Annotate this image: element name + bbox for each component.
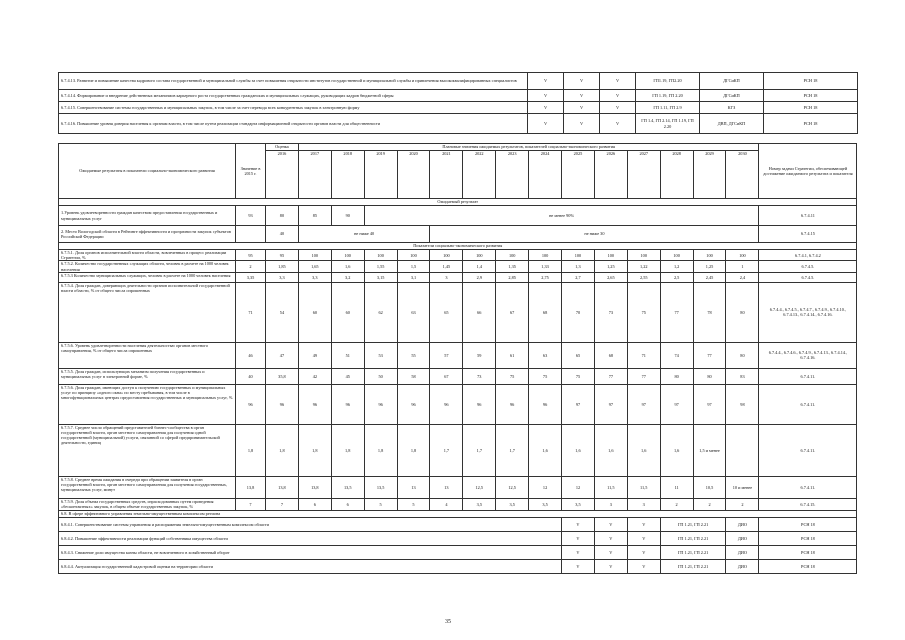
executor-cell: ДВП, ДГСиКП bbox=[700, 114, 764, 134]
value-cell: 1,35 bbox=[496, 261, 529, 272]
value-cell: 54 bbox=[266, 282, 299, 342]
value-cell: 3 bbox=[627, 498, 660, 510]
task-number: 6.7.4.15. bbox=[759, 498, 857, 510]
value-cell: 80 bbox=[660, 368, 693, 384]
task-number: 6.7.4.11. bbox=[759, 384, 857, 424]
expected-result-row bbox=[59, 206, 857, 226]
column-header-task-number: Номер задачи Стратегии, обеспечивающей достижение ожидаемого результата и показателя bbox=[759, 144, 857, 199]
value-cell: 78 bbox=[693, 282, 726, 342]
executor-cell: ДИО bbox=[726, 517, 759, 531]
indicator-row bbox=[59, 250, 857, 261]
base-value: 96 bbox=[236, 384, 266, 424]
value-cell: 77 bbox=[627, 368, 660, 384]
result-label: 1.Уровень удовлетворенности граждан качеством предоставления государственных и муниципальных услуг bbox=[59, 206, 236, 226]
document-cell: РСН 18 bbox=[764, 102, 858, 114]
base-value: 40 bbox=[236, 368, 266, 384]
check-mark: V bbox=[594, 531, 627, 545]
value-cell: 100 bbox=[298, 250, 331, 261]
value-cell: 49 bbox=[298, 342, 331, 368]
column-header-estimate: Оценка bbox=[266, 144, 299, 151]
value-cell: 67 bbox=[430, 368, 463, 384]
value-cell: 100 bbox=[693, 250, 726, 261]
document-cell: РСН 18 bbox=[759, 559, 857, 573]
check-mark: V bbox=[627, 517, 660, 531]
check-mark: V bbox=[627, 531, 660, 545]
value-cell: не ниже 30 bbox=[430, 226, 759, 243]
value-cell: 75 bbox=[529, 368, 562, 384]
result-label: 2. Место Вологодской области в Рейтинге эффективности и прозрачности закупок субъектов Российской Федерации bbox=[59, 226, 236, 243]
value-cell: 100 bbox=[496, 250, 529, 261]
check-mark: V bbox=[528, 90, 564, 102]
value-cell: 1,8 bbox=[266, 424, 299, 476]
value-cell: 80 bbox=[726, 342, 759, 368]
value-cell: 13,5 bbox=[364, 476, 397, 498]
value-cell: 3,5 bbox=[463, 498, 496, 510]
value-cell: 97 bbox=[562, 384, 595, 424]
value-cell: 2,7 bbox=[562, 272, 595, 282]
year-header: 2021 bbox=[430, 151, 463, 199]
column-header-2015: Значение в 2015 г. bbox=[236, 144, 266, 199]
check-mark: V bbox=[627, 559, 660, 573]
value-cell: 96 bbox=[529, 384, 562, 424]
value-cell: 96 bbox=[496, 384, 529, 424]
value-cell: 73 bbox=[463, 368, 496, 384]
indicator-row bbox=[59, 476, 857, 498]
task-number: 6.7.4.4., 6.7.4.5., 6.7.4.7., 6.7.4.9., 6.7.4.10., 6.7.4.13., 6.7.4.14., 6.7.4.16. bbox=[759, 282, 857, 342]
task-number: 6.7.4.11. bbox=[759, 424, 857, 476]
year-header: 2028 bbox=[660, 151, 693, 199]
value-cell: 61 bbox=[496, 342, 529, 368]
check-mark: V bbox=[562, 545, 595, 559]
programs-cell: ГП 1.4, ГП 2.14, ГП 1.19, ГП 2.20 bbox=[636, 114, 700, 134]
executor-cell: ДГСиКП bbox=[700, 73, 764, 90]
value-cell: 42 bbox=[298, 368, 331, 384]
value-cell: 2 bbox=[660, 498, 693, 510]
task-number: 6.7.4.11 bbox=[759, 206, 857, 226]
value-cell: 2,5 bbox=[660, 272, 693, 282]
value-cell: 75 bbox=[562, 368, 595, 384]
value-cell: 63 bbox=[397, 282, 430, 342]
value-cell: 45 bbox=[331, 368, 364, 384]
value-cell: 6 bbox=[298, 498, 331, 510]
year-header: 2029 bbox=[693, 151, 726, 199]
value-cell: 68 bbox=[594, 342, 627, 368]
value-cell: 3,2 bbox=[331, 272, 364, 282]
value-cell: 3,5 bbox=[529, 498, 562, 510]
value-cell: 60 bbox=[298, 282, 331, 342]
value-cell: 100 bbox=[627, 250, 660, 261]
programs-cell: ГП 1.21, ГП 2.21 bbox=[660, 531, 726, 545]
value-cell: 85 bbox=[298, 206, 331, 226]
measure-text: 6.7.4.15. Совершенствование системы государственных и муниципальных закупок, в том числе за счет перевода всех конкурентных закупок в электронную форму bbox=[59, 102, 528, 114]
check-mark: V bbox=[528, 102, 564, 114]
year-header: 2026 bbox=[594, 151, 627, 199]
base-value: 2 bbox=[236, 261, 266, 272]
executor-cell: ДИО bbox=[726, 545, 759, 559]
year-header: 2016 bbox=[266, 151, 299, 199]
indicator-label: 6.7.5.5. Доля граждан, использующих механизм получения государственных и муниципальных услуг в электронной форме, % bbox=[59, 368, 236, 384]
value-cell: 71 bbox=[627, 342, 660, 368]
value-cell: 3,15 bbox=[364, 272, 397, 282]
programs-cell: ГП 1.11, ГП 2.9 bbox=[636, 102, 700, 114]
value-cell: 51 bbox=[331, 342, 364, 368]
executor-cell: КГЗ bbox=[700, 102, 764, 114]
value-cell: 1,22 bbox=[627, 261, 660, 272]
value-cell: 68 bbox=[529, 282, 562, 342]
measure-text: 6.8.4.2. Повышение эффективности реализации функций собственника имущества области bbox=[59, 531, 562, 545]
value-cell: 5 bbox=[364, 498, 397, 510]
indicator-label: 6.7.5.6. Уровень удовлетворенности населения деятельностью органов местного самоуправления, % от общего числа опрошенных bbox=[59, 342, 236, 368]
value-cell: 100 bbox=[562, 250, 595, 261]
indicator-label: 6.7.5.1. Доля органов исполнительной власти области, вовлеченных в процесс реализации Стратегии, % bbox=[59, 250, 236, 261]
base-value: 71 bbox=[236, 282, 266, 342]
check-mark: V bbox=[528, 114, 564, 134]
value-cell: 13,8 bbox=[266, 476, 299, 498]
measure-text: 6.7.4.13. Развитие и повышение качества кадрового состава государственной и муниципальной службы за счет повышения открытости институтов государственной и муниципальной службы и привлечения высококвалифицированных специалистов bbox=[59, 73, 528, 90]
measure-row bbox=[59, 90, 858, 102]
check-mark: V bbox=[594, 517, 627, 531]
indicator-label: 6.7.5.6. Доля граждан, имеющих доступ к получению государственных и муниципальных услуг по принципу «одного окна» по месту пребывания, в том числе в многофункциональных центрах предоставления государственных и муниципальных услуг, % bbox=[59, 384, 236, 424]
value-cell: 1,8 bbox=[397, 424, 430, 476]
value-cell: 1,5 bbox=[397, 261, 430, 272]
value-cell: 1,45 bbox=[430, 261, 463, 272]
value-cell: 13 bbox=[430, 476, 463, 498]
value-cell: 100 bbox=[660, 250, 693, 261]
value-cell: 3,1 bbox=[397, 272, 430, 282]
value-cell: 58 bbox=[397, 368, 430, 384]
value-cell: 100 bbox=[726, 250, 759, 261]
value-cell: 11,5 bbox=[594, 476, 627, 498]
value-cell: 10 и менее bbox=[726, 476, 759, 498]
value-cell: 3,3 bbox=[266, 272, 299, 282]
programs-cell: ГП 1.19, ГП 2.20 bbox=[636, 90, 700, 102]
value-cell: 3,3 bbox=[298, 272, 331, 282]
value-cell: 1,8 bbox=[298, 424, 331, 476]
value-cell: 5 bbox=[397, 498, 430, 510]
indicator-label: 6.7.5.3 Количество муниципальных служащих, человек в расчете на 1000 человек населения bbox=[59, 272, 236, 282]
column-header-planned: Плановые значения ожидаемых результатов, показателей социально-экономического развития bbox=[298, 144, 759, 151]
indicator-row bbox=[59, 272, 857, 282]
value-cell: 1 bbox=[726, 261, 759, 272]
check-mark: V bbox=[564, 114, 600, 134]
base-value bbox=[236, 226, 266, 243]
value-cell: 90 bbox=[331, 206, 364, 226]
value-cell: 3 bbox=[430, 272, 463, 282]
document-cell: РСН 18 bbox=[759, 531, 857, 545]
expected-result-heading: Ожидаемый результат bbox=[59, 199, 857, 206]
check-mark: V bbox=[564, 90, 600, 102]
results-table bbox=[58, 143, 857, 574]
value-cell: 80 bbox=[726, 282, 759, 342]
value-cell: 1,7 bbox=[430, 424, 463, 476]
value-cell: 60 bbox=[331, 282, 364, 342]
value-cell: 96 bbox=[364, 384, 397, 424]
indicator-label: 6.7.5.2. Количество государственных служащих области, человек в расчете на 1000 человек населения bbox=[59, 261, 236, 272]
value-cell: 2,4 bbox=[726, 272, 759, 282]
value-cell: 11 bbox=[660, 476, 693, 498]
measure-row bbox=[59, 545, 857, 559]
value-cell: 6 bbox=[331, 498, 364, 510]
document-cell: РСН 18 bbox=[764, 73, 858, 90]
programs-cell: ГП 1.21, ГП 2.21 bbox=[660, 559, 726, 573]
value-cell: 83 bbox=[726, 368, 759, 384]
value-cell: 100 bbox=[529, 250, 562, 261]
value-cell: 1,8 bbox=[364, 424, 397, 476]
value-cell: 40 bbox=[266, 226, 299, 243]
check-mark: V bbox=[594, 545, 627, 559]
value-cell: 100 bbox=[397, 250, 430, 261]
value-cell: 1,6 bbox=[660, 424, 693, 476]
value-cell: 74 bbox=[660, 342, 693, 368]
value-cell: 65 bbox=[562, 342, 595, 368]
measure-text: 6.7.4.14. Формирование и внедрение действенных механизмов карьерного роста государственных гражданских и муниципальных служащих, руководящих кадров бюджетной сферы bbox=[59, 90, 528, 102]
value-cell: 53 bbox=[364, 342, 397, 368]
executor-cell: ДИО bbox=[726, 559, 759, 573]
year-header: 2020 bbox=[397, 151, 430, 199]
value-cell: 1,5 и менее bbox=[693, 424, 726, 476]
section-title: 6.8. В сфере эффективного управления земельно-имущественным комплексом региона bbox=[59, 510, 857, 517]
value-cell: 75 bbox=[496, 368, 529, 384]
value-cell: 67 bbox=[496, 282, 529, 342]
programs-cell: ГП 1.21, ГП 2.21 bbox=[660, 545, 726, 559]
check-mark: V bbox=[600, 114, 636, 134]
value-cell: 1,65 bbox=[298, 261, 331, 272]
check-mark: V bbox=[600, 73, 636, 90]
value-cell: 12 bbox=[562, 476, 595, 498]
measure-row bbox=[59, 102, 858, 114]
value-cell: 13,8 bbox=[298, 476, 331, 498]
indicator-row bbox=[59, 368, 857, 384]
value-cell: 2,45 bbox=[693, 272, 726, 282]
value-cell: 59 bbox=[463, 342, 496, 368]
value-cell: 73 bbox=[594, 282, 627, 342]
check-mark: V bbox=[528, 73, 564, 90]
indicator-label: 6.7.5.4. Доля граждан, доверяющих деятельности органов исполнительной государственной власти области, % от общего числа опрошенных bbox=[59, 282, 236, 342]
base-value: 1,8 bbox=[236, 424, 266, 476]
value-cell: 65 bbox=[430, 282, 463, 342]
value-cell: 1,7 bbox=[496, 424, 529, 476]
task-number: 6.7.4.11. bbox=[759, 368, 857, 384]
measure-row bbox=[59, 559, 857, 573]
check-mark: V bbox=[562, 559, 595, 573]
check-mark: V bbox=[600, 102, 636, 114]
value-cell: 55 bbox=[397, 342, 430, 368]
value-cell: 1,6 bbox=[594, 424, 627, 476]
indicator-row bbox=[59, 498, 857, 510]
check-mark: V bbox=[594, 559, 627, 573]
value-cell: 77 bbox=[660, 282, 693, 342]
measure-row bbox=[59, 73, 858, 90]
base-value: 95 bbox=[236, 250, 266, 261]
value-cell bbox=[726, 424, 759, 476]
top-measures-table bbox=[58, 72, 858, 134]
value-cell: 1,6 bbox=[627, 424, 660, 476]
value-cell: 2,75 bbox=[529, 272, 562, 282]
base-value: 3,35 bbox=[236, 272, 266, 282]
value-cell: 63 bbox=[529, 342, 562, 368]
task-number: 6.7.4.11. bbox=[759, 476, 857, 498]
value-cell: 2,65 bbox=[594, 272, 627, 282]
document-cell: РСН 18 bbox=[764, 90, 858, 102]
task-number: 6.7.4.5. bbox=[759, 261, 857, 272]
value-cell: 100 bbox=[594, 250, 627, 261]
value-cell: 1,2 bbox=[660, 261, 693, 272]
value-cell: 3,5 bbox=[496, 498, 529, 510]
indicator-row bbox=[59, 384, 857, 424]
value-cell: 2,55 bbox=[627, 272, 660, 282]
year-header: 2025 bbox=[562, 151, 595, 199]
value-cell: 13 bbox=[397, 476, 430, 498]
check-mark: V bbox=[562, 531, 595, 545]
value-cell: 96 bbox=[463, 384, 496, 424]
value-cell: 75 bbox=[627, 282, 660, 342]
value-cell: 97 bbox=[660, 384, 693, 424]
measure-row bbox=[59, 114, 858, 134]
value-cell: 95 bbox=[266, 250, 299, 261]
check-mark: V bbox=[564, 73, 600, 90]
value-cell: 2 bbox=[693, 498, 726, 510]
value-cell: 100 bbox=[364, 250, 397, 261]
measure-row bbox=[59, 531, 857, 545]
value-cell: 1,25 bbox=[693, 261, 726, 272]
value-cell: 1,33 bbox=[529, 261, 562, 272]
page-number: 35 bbox=[445, 619, 451, 625]
value-cell: 100 bbox=[463, 250, 496, 261]
value-cell: 2,85 bbox=[496, 272, 529, 282]
value-cell: 1,6 bbox=[529, 424, 562, 476]
indicator-row bbox=[59, 282, 857, 342]
check-mark: V bbox=[627, 545, 660, 559]
value-cell: 100 bbox=[430, 250, 463, 261]
value-cell: 1,25 bbox=[594, 261, 627, 272]
value-cell: 96 bbox=[298, 384, 331, 424]
value-cell: 50 bbox=[364, 368, 397, 384]
programs-cell: ГП 1.21, ГП 2.21 bbox=[660, 517, 726, 531]
expected-result-row bbox=[59, 226, 857, 243]
year-header: 2018 bbox=[331, 151, 364, 199]
value-cell: 1,3 bbox=[562, 261, 595, 272]
measure-text: 6.8.4.1. Совершенствование системы управления и распоряжения земельно-имущественным комплексом области bbox=[59, 517, 562, 531]
measure-text: 6.7.4.16. Повышение уровня доверия населения к органам власти, в том числе путем реализации стандарта информационной открытости органов власти для общественности bbox=[59, 114, 528, 134]
task-number: 6.7.4.5. bbox=[759, 272, 857, 282]
check-mark: V bbox=[562, 517, 595, 531]
value-cell: 100 bbox=[331, 250, 364, 261]
year-header: 2017 bbox=[298, 151, 331, 199]
executor-cell: ДИО bbox=[726, 531, 759, 545]
value-cell: 1,4 bbox=[463, 261, 496, 272]
value-cell: 3 bbox=[594, 498, 627, 510]
value-cell: 62 bbox=[364, 282, 397, 342]
value-cell: 96 bbox=[397, 384, 430, 424]
value-cell: 12,5 bbox=[496, 476, 529, 498]
value-cell: 97 bbox=[693, 384, 726, 424]
indicator-label: 6.7.5.9. Доля объема государственных средств, израсходованных путем проведения «бесконтактных» закупок, в общем объеме государственных закупок, % bbox=[59, 498, 236, 510]
measure-text: 6.8.4.3. Снижение доли имущества казны области, не вовлеченного в хозяйственный оборот bbox=[59, 545, 562, 559]
document-cell: РСН 18 bbox=[759, 517, 857, 531]
value-cell: 57 bbox=[430, 342, 463, 368]
value-cell: 77 bbox=[693, 342, 726, 368]
column-header-results: Ожидаемые результаты в показатели социально-экономического развития bbox=[59, 144, 236, 199]
value-cell: 1,6 bbox=[562, 424, 595, 476]
check-mark: V bbox=[564, 102, 600, 114]
value-cell: 96 bbox=[430, 384, 463, 424]
value-cell: 2,9 bbox=[463, 272, 496, 282]
task-number: 6.7.4.15 bbox=[759, 226, 857, 243]
year-header: 2019 bbox=[364, 151, 397, 199]
indicators-heading: Показатели социально-экономического развития bbox=[59, 243, 857, 250]
value-cell: 3,5 bbox=[562, 498, 595, 510]
indicator-label: 6.7.5.7. Среднее число обращений представителей бизнес-сообщества в орган государственной власти, орган местного самоуправления для получения одной государственной (муниципальной) услуги, связанной со сферой предпринимательской деятельности, единиц bbox=[59, 424, 236, 476]
executor-cell: ДГСиКП bbox=[700, 90, 764, 102]
value-cell: 2 bbox=[726, 498, 759, 510]
value-cell: 80 bbox=[693, 368, 726, 384]
check-mark: V bbox=[600, 90, 636, 102]
value-cell: 80 bbox=[266, 206, 299, 226]
value-cell: 12 bbox=[529, 476, 562, 498]
year-header: 2030 bbox=[726, 151, 759, 199]
value-cell: 1,6 bbox=[331, 261, 364, 272]
task-number: 6.7.4.4., 6.7.4.6., 6.7.4.9., 6.7.4.13., 6.7.4.14., 6.7.4.16. bbox=[759, 342, 857, 368]
year-header: 2027 bbox=[627, 151, 660, 199]
value-cell: 12,5 bbox=[463, 476, 496, 498]
year-header: 2024 bbox=[529, 151, 562, 199]
base-value: 46 bbox=[236, 342, 266, 368]
measure-row bbox=[59, 517, 857, 531]
document-cell: РСН 18 bbox=[764, 114, 858, 134]
value-cell: 1,85 bbox=[266, 261, 299, 272]
year-header: 2023 bbox=[496, 151, 529, 199]
document-cell: РСН 18 bbox=[759, 545, 857, 559]
task-number: 6.7.4.1, 6.7.4.2 bbox=[759, 250, 857, 261]
value-cell: 98 bbox=[726, 384, 759, 424]
programs-cell: ГП1.19, ГП2.20 bbox=[636, 73, 700, 90]
value-cell: 35,8 bbox=[266, 368, 299, 384]
year-header: 2022 bbox=[463, 151, 496, 199]
value-cell: 70 bbox=[562, 282, 595, 342]
value-cell: 13,5 bbox=[331, 476, 364, 498]
value-cell: 7 bbox=[266, 498, 299, 510]
value-cell: 4 bbox=[430, 498, 463, 510]
value-cell: не менее 90% bbox=[364, 206, 759, 226]
value-cell: 96 bbox=[331, 384, 364, 424]
base-value: 7 bbox=[236, 498, 266, 510]
indicator-row bbox=[59, 424, 857, 476]
value-cell: 77 bbox=[594, 368, 627, 384]
value-cell: 1,8 bbox=[331, 424, 364, 476]
base-value: 13,8 bbox=[236, 476, 266, 498]
value-cell: 47 bbox=[266, 342, 299, 368]
base-value: 93 bbox=[236, 206, 266, 226]
value-cell: 66 bbox=[463, 282, 496, 342]
value-cell: 10,5 bbox=[693, 476, 726, 498]
value-cell: 1,55 bbox=[364, 261, 397, 272]
value-cell: не ниже 40 bbox=[298, 226, 430, 243]
value-cell: 96 bbox=[266, 384, 299, 424]
indicator-row bbox=[59, 342, 857, 368]
value-cell: 1,7 bbox=[463, 424, 496, 476]
value-cell: 97 bbox=[627, 384, 660, 424]
indicator-row bbox=[59, 261, 857, 272]
measure-text: 6.8.4.4. Актуализация государственной кадастровой оценки на территории области bbox=[59, 559, 562, 573]
value-cell: 97 bbox=[594, 384, 627, 424]
indicator-label: 6.7.5.8. Среднее время ожидания в очереди при обращении заявителя в орган государственной власти, орган местного самоуправления для получения государственных, муниципальных услуг, минут bbox=[59, 476, 236, 498]
value-cell: 11,5 bbox=[627, 476, 660, 498]
